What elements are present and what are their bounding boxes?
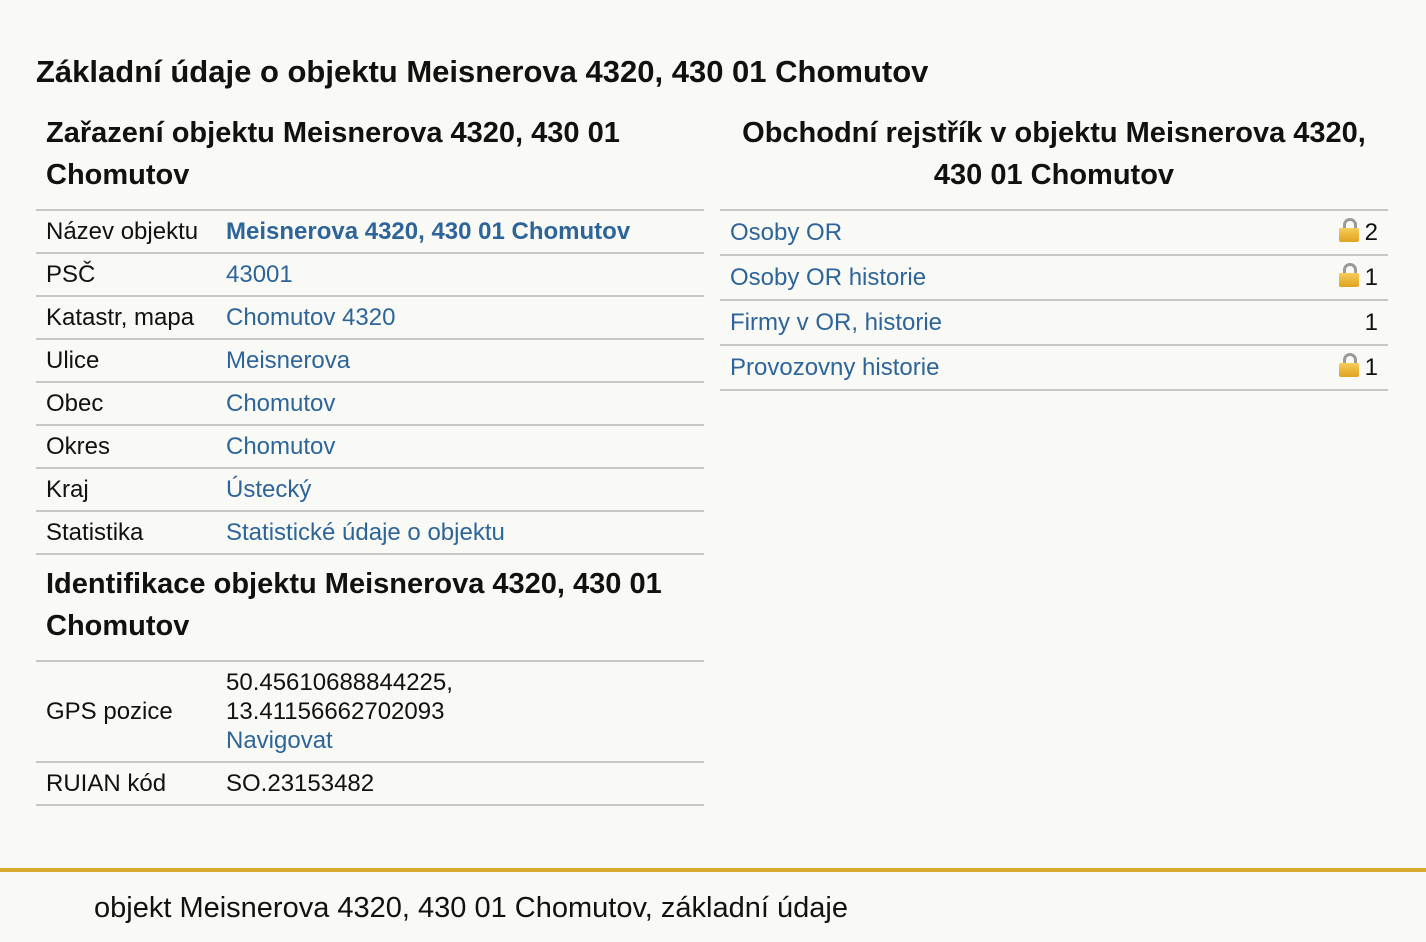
row-label: Katastr, mapa — [36, 296, 216, 339]
zarazeni-heading: Zařazení objektu Meisnerova 4320, 430 01 Chomutov — [46, 117, 620, 191]
count-value: 1 — [1364, 309, 1378, 336]
ruian-value: SO.23153482 — [216, 762, 704, 805]
table-row — [36, 382, 704, 425]
row-label: Kraj — [36, 468, 216, 511]
table-row — [36, 296, 704, 339]
psc-link[interactable]: 43001 — [226, 261, 293, 288]
table-row — [36, 511, 704, 554]
row-label: Obec — [36, 382, 216, 425]
or-heading: Obchodní rejstřík v objektu Meisnerova 4320, 430 01 Chomutov — [742, 117, 1366, 191]
row-label: Ulice — [36, 339, 216, 382]
katastr-link[interactable]: Chomutov 4320 — [226, 304, 396, 331]
count-value: 1 — [1364, 264, 1378, 291]
row-label: RUIAN kód — [36, 762, 216, 805]
padlock-icon[interactable] — [1339, 353, 1359, 377]
table-row — [720, 255, 1388, 300]
okres-link[interactable]: Chomutov — [226, 433, 336, 460]
table-row — [36, 425, 704, 468]
zarazeni-table — [36, 211, 704, 555]
navigovat-link[interactable]: Navigovat — [226, 727, 333, 754]
padlock-icon[interactable] — [1339, 263, 1359, 287]
table-row — [36, 253, 704, 296]
footer-text: objekt Meisnerova 4320, 430 01 Chomutov, základní údaje — [94, 892, 848, 924]
gps-longitude: 13.41156662702093 — [226, 698, 445, 725]
provozovny-historie-link[interactable]: Provozovny historie — [730, 354, 940, 381]
left-column — [36, 112, 704, 806]
gps-latitude: 50.45610688844225, — [226, 669, 453, 696]
row-label: Okres — [36, 425, 216, 468]
table-row — [36, 762, 704, 805]
row-count — [1308, 255, 1388, 300]
table-row — [36, 211, 704, 253]
or-table — [720, 211, 1388, 391]
row-count — [1308, 345, 1388, 390]
ulice-link[interactable]: Meisnerova — [226, 347, 351, 374]
row-label: Statistika — [36, 511, 216, 554]
table-row — [720, 211, 1388, 255]
row-label: PSČ — [36, 253, 216, 296]
row-count — [1308, 211, 1388, 255]
row-label: Název objektu — [36, 211, 216, 253]
count-value: 1 — [1364, 354, 1378, 381]
table-row — [36, 339, 704, 382]
divider — [36, 196, 704, 211]
identifikace-heading: Identifikace objektu Meisnerova 4320, 430 01 Chomutov — [46, 568, 662, 642]
count-value: 2 — [1364, 219, 1378, 246]
divider — [720, 196, 1388, 211]
table-row — [720, 345, 1388, 390]
gps-value — [216, 662, 704, 762]
footer-rule — [0, 868, 1426, 872]
identifikace-table — [36, 662, 704, 806]
nazev-objektu-link[interactable]: Meisnerova 4320, 430 01 Chomutov — [226, 218, 631, 245]
row-label: GPS pozice — [36, 662, 216, 762]
page-title: Základní údaje o objektu Meisnerova 4320, 430 01 Chomutov — [36, 54, 929, 89]
right-column — [720, 112, 1388, 391]
osoby-or-link[interactable]: Osoby OR — [730, 219, 843, 246]
firmy-v-or-link[interactable]: Firmy v OR, historie — [730, 309, 943, 336]
padlock-icon[interactable] — [1339, 218, 1359, 242]
table-row — [36, 468, 704, 511]
statistika-link[interactable]: Statistické údaje o objektu — [226, 519, 505, 546]
divider — [36, 647, 704, 662]
table-row — [720, 300, 1388, 345]
table-row — [36, 662, 704, 762]
obec-link[interactable]: Chomutov — [226, 390, 336, 417]
kraj-link[interactable]: Ústecký — [226, 476, 312, 503]
osoby-or-historie-link[interactable]: Osoby OR historie — [730, 264, 927, 291]
row-count — [1308, 300, 1388, 345]
